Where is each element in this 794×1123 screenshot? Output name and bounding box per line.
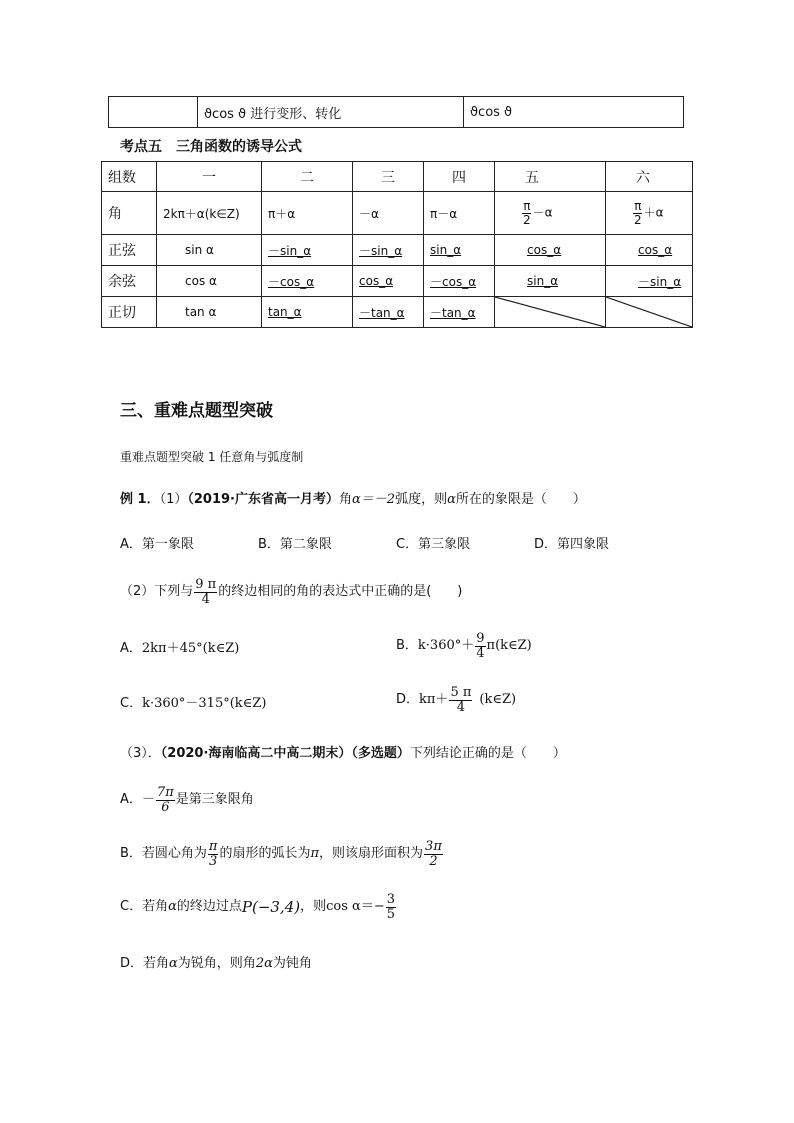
header-cell-1: 一 [157, 162, 262, 192]
sin-cell-3: －sin_α [353, 235, 424, 266]
q3-c-expr: cos α＝− [326, 899, 385, 915]
example1-lead: 例 1． [120, 492, 160, 507]
q3-a-fraction [156, 786, 175, 814]
angle-6-tail: ＋α [643, 205, 664, 220]
q2-d-fraction [449, 686, 472, 714]
sin-cell-1: sin α [157, 235, 262, 266]
induction-table [101, 161, 693, 328]
q3-option-c[interactable] [120, 893, 397, 921]
angle-cell-3: －α [353, 192, 424, 235]
q2-a-label: A． [120, 641, 142, 656]
header-cell-group: 组数 [102, 162, 157, 192]
q2-c-label: C． [120, 696, 143, 711]
q1-option-d[interactable]: D．第四象限 [534, 537, 610, 552]
q2-option-b[interactable] [396, 632, 532, 660]
induction-sin-row [102, 235, 693, 266]
induction-header-row [102, 162, 693, 192]
q1-alpha: α [447, 492, 456, 507]
header-cell-5: 五 [495, 162, 606, 192]
angle-5-tail: －α [532, 205, 553, 220]
q2-d-pre: kπ＋ [419, 692, 449, 708]
q2-d-post: (k∈Z) [479, 692, 517, 708]
tan-cell-4: －tan_α [424, 297, 495, 328]
q1-text-a: 角 [338, 492, 352, 507]
induction-angle-row [102, 192, 693, 235]
q3-d-text-b: 为锐角，则角 [177, 956, 256, 971]
fragment-cell-mid [198, 97, 464, 128]
cos-label: 余弦 [102, 266, 157, 297]
q3-c-point: P(−3,4) [241, 898, 301, 917]
q3-a-label: A． [120, 792, 142, 808]
q3-b-fraction-2 [424, 840, 443, 868]
q3-b-den2: 2 [429, 853, 438, 869]
q2-b-fraction [475, 632, 485, 660]
q1-option-a[interactable]: A．第一象限 [120, 537, 194, 552]
fragment-mid-text: ϑcos ϑ 进行变形、转化 [204, 106, 342, 122]
q3-b-num1: π [208, 839, 218, 854]
fragment-table [108, 96, 684, 128]
angle-label: 角 [102, 192, 157, 235]
q3-c-text-b: 的终边过点 [176, 899, 242, 915]
angle-cell-4: π－α [424, 192, 495, 235]
tan-cell-2: tan_α [262, 297, 353, 328]
sin-label: 正弦 [102, 235, 157, 266]
diagonal-slash-6 [606, 297, 692, 327]
q2-frac-den: 4 [201, 591, 210, 607]
q3-number: （3）． [120, 746, 161, 761]
q2-d-label: D． [396, 692, 420, 708]
angle-cell-6 [606, 192, 693, 235]
angle-cell-5 [495, 192, 606, 235]
q3-b-text-a: B．若圆心角为 [120, 846, 207, 862]
header-cell-4: 四 [424, 162, 495, 192]
cos-cell-2: －cos_α [262, 266, 353, 297]
sin-cell-5: cos_α [495, 235, 606, 266]
angle-6-fraction [633, 200, 643, 226]
q3-source: （2020·海南临高二中高二期末）（多选题） [160, 746, 410, 761]
q3-b-fraction-1 [208, 840, 219, 868]
cos-cell-4: －cos_α [424, 266, 495, 297]
fragment-cell-right [464, 97, 684, 128]
q3-text: 下列结论正确的是（ ） [409, 746, 566, 761]
q3-d-text-a: D．若角 [120, 956, 170, 971]
q2-a-expr: 2kπ＋45°(k∈Z) [141, 641, 240, 656]
q1-text-c: 所在的象限是（ ） [455, 492, 586, 507]
sin-cell-4: sin_α [424, 235, 495, 266]
sin-cell-2: －sin_α [262, 235, 353, 266]
fragment-cell-left [109, 97, 198, 128]
sub-title: 重难点题型突破 1 任意角与弧度制 [120, 450, 304, 464]
example1-q3 [120, 745, 566, 763]
q3-a-num: 7π [156, 785, 174, 800]
q3-d-alpha: α [169, 956, 178, 971]
q3-a-den: 6 [161, 799, 170, 815]
q3-b-num2: 3π [425, 839, 442, 854]
angle-5-fraction [522, 200, 532, 226]
tan-cell-6-diagonal [606, 297, 693, 328]
q2-b-den: 4 [476, 645, 485, 661]
q3-b-text-b: 的扇形的弧长为 [219, 846, 311, 862]
q2-b-post: π(k∈Z) [486, 638, 532, 654]
header-cell-6: 六 [606, 162, 693, 192]
q2-option-c[interactable] [120, 695, 266, 713]
q2-option-a[interactable] [120, 640, 239, 658]
q2-b-label: B． [396, 638, 418, 654]
fragment-right-text: ϑcos ϑ [470, 104, 513, 120]
angle-cell-1: 2kπ＋α(k∈Z) [157, 192, 262, 235]
tan-cell-3: －tan_α [353, 297, 424, 328]
q3-c-text-c: ，则 [300, 899, 327, 915]
q1-expr: α＝－2 [352, 492, 396, 507]
q1-source: （2019·广东省高一月考） [187, 492, 339, 507]
q3-c-text-a: C．若角 [120, 899, 169, 915]
angle-6-den: 2 [634, 212, 642, 227]
angle-5-den: 2 [523, 212, 531, 227]
q3-b-text-c: ，则该扇形面积为 [319, 846, 424, 862]
diagonal-slash-5 [495, 297, 605, 327]
q3-d-expr: 2α [255, 956, 273, 971]
q2-b-num: 9 [476, 631, 485, 646]
sin-cell-6: cos_α [606, 235, 693, 266]
q2-text-b: 的终边相同的角的表达式中正确的是( ) [218, 584, 463, 600]
q3-c-fraction [386, 893, 396, 921]
angle-5-num: π [523, 198, 531, 213]
tan-label: 正切 [102, 297, 157, 328]
q3-c-alpha: α [168, 899, 177, 915]
q2-text-a: （2）下列与 [120, 584, 194, 600]
q3-c-den: 5 [386, 906, 395, 922]
angle-6-num: π [634, 198, 642, 213]
q2-fraction [194, 578, 217, 606]
induction-cos-row [102, 266, 693, 297]
q2-d-num: 5 π [450, 685, 472, 700]
angle-cell-2: π＋α [262, 192, 353, 235]
q2-d-den: 4 [456, 699, 466, 715]
cos-cell-6: －sin_α [606, 266, 693, 297]
q3-option-a[interactable] [120, 786, 254, 814]
q3-option-b[interactable] [120, 840, 444, 868]
header-cell-2: 二 [262, 162, 353, 192]
q1-text-b: 弧度，则 [395, 492, 448, 507]
tan-cell-5-diagonal [495, 297, 606, 328]
part-title: 三、重难点题型突破 [120, 401, 273, 421]
q2-c-expr: k·360°－315°(k∈Z) [142, 696, 267, 711]
cos-cell-1: cos α [157, 266, 262, 297]
induction-tan-row [102, 297, 693, 328]
q2-b-pre: k·360°＋ [417, 638, 475, 654]
q3-d-text-c: 为钝角 [272, 956, 312, 971]
q2-option-d[interactable] [396, 686, 516, 714]
header-cell-3: 三 [353, 162, 424, 192]
q1-number: （1） [159, 492, 188, 507]
q3-b-den1: 3 [209, 853, 218, 869]
q3-b-pi: π [310, 846, 320, 862]
q3-c-num: 3 [386, 892, 395, 907]
q3-a-text: 是第三象限角 [175, 792, 254, 808]
q2-frac-num: 9 π [195, 577, 217, 592]
section-heading: 考点五 三角函数的诱导公式 [120, 139, 302, 155]
q1-option-c[interactable]: C．第三象限 [396, 537, 471, 552]
q3-a-sign: － [141, 792, 155, 808]
q1-option-b[interactable]: B．第二象限 [258, 537, 332, 552]
cos-cell-3: cos_α [353, 266, 424, 297]
q3-option-d[interactable] [120, 955, 312, 973]
example1-q1 [120, 491, 586, 509]
tan-cell-1: tan α [157, 297, 262, 328]
example1-q2 [120, 578, 462, 606]
cos-cell-5: sin_α [495, 266, 606, 297]
